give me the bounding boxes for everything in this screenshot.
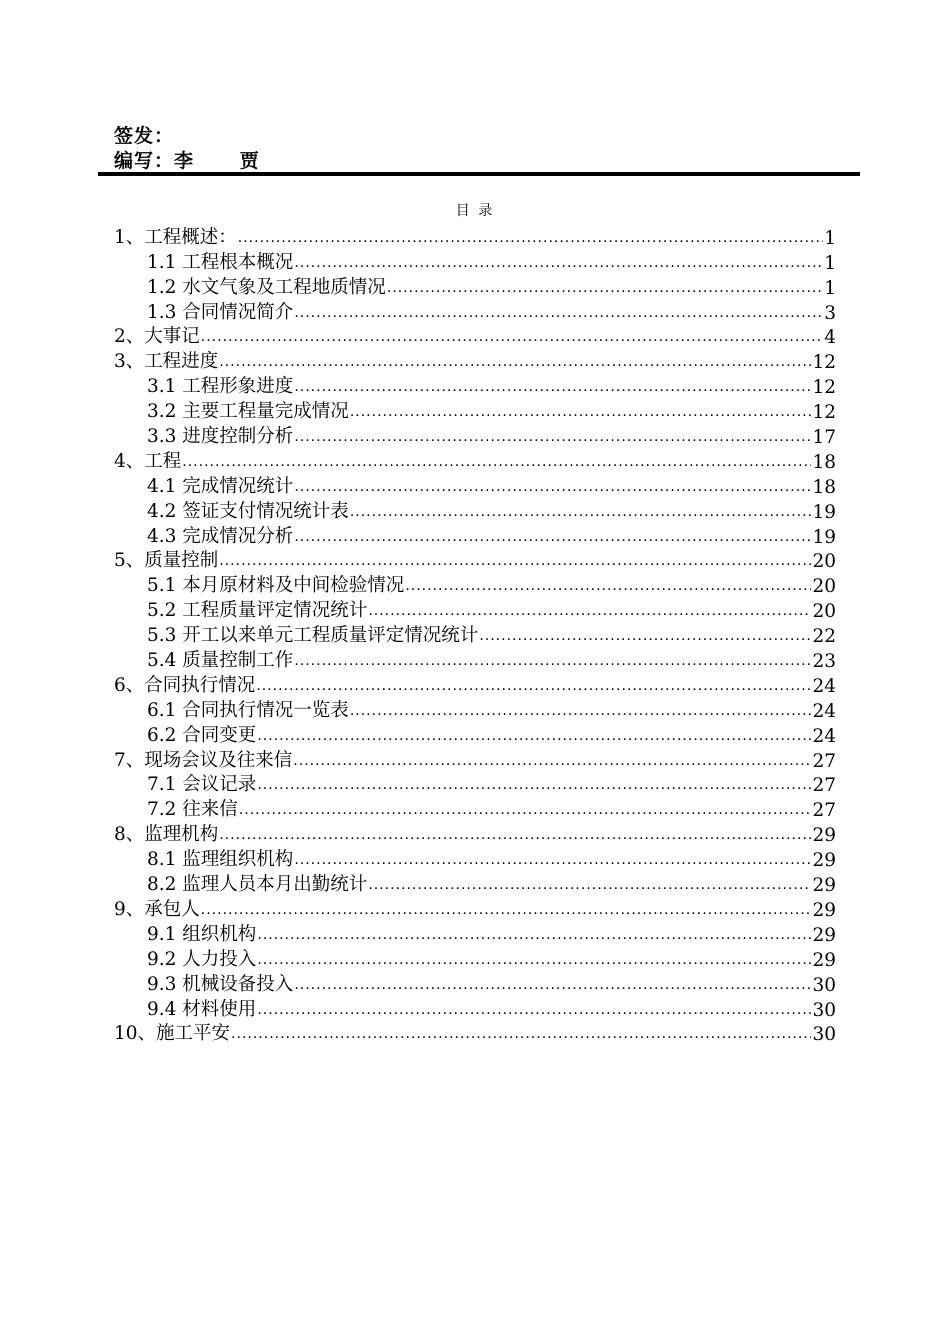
toc-leader-dots bbox=[219, 354, 811, 370]
toc-entry-page: 17 bbox=[812, 427, 836, 449]
toc-leader-dots bbox=[257, 952, 811, 968]
toc-entry-page: 22 bbox=[812, 626, 836, 648]
toc-entry-page: 27 bbox=[812, 775, 836, 797]
toc-entry[interactable] bbox=[114, 921, 836, 946]
toc-entry-page: 30 bbox=[812, 974, 836, 996]
toc-entry[interactable] bbox=[114, 697, 836, 722]
toc-entry[interactable] bbox=[114, 498, 836, 523]
toc-entry[interactable] bbox=[114, 672, 836, 697]
toc-entry[interactable] bbox=[114, 473, 836, 498]
toc-entry-page: 20 bbox=[812, 576, 836, 598]
toc-leader-dots bbox=[368, 877, 811, 893]
toc-entry-page: 24 bbox=[812, 700, 836, 722]
toc-entry-label: 7.1 会议记录 bbox=[147, 774, 257, 796]
toc-leader-dots bbox=[257, 1002, 811, 1018]
toc-title-text: 目 录 bbox=[455, 203, 495, 219]
toc-entry-label: 4、工程 bbox=[114, 450, 182, 472]
toc-entry-page: 27 bbox=[812, 800, 836, 822]
toc-entry-label: 9.3 机械设备投入 bbox=[147, 973, 294, 995]
toc-leader-dots bbox=[219, 827, 811, 843]
toc-entry-label: 6.2 合同变更 bbox=[147, 724, 257, 746]
header-divider bbox=[98, 172, 860, 176]
toc-entry[interactable] bbox=[114, 622, 836, 647]
toc-entry-page: 23 bbox=[812, 651, 836, 673]
toc-entry-label: 3、工程进度 bbox=[114, 351, 219, 373]
toc-entry[interactable] bbox=[114, 423, 836, 448]
toc-leader-dots bbox=[294, 977, 811, 993]
toc-entry[interactable] bbox=[114, 1021, 836, 1046]
toc-entry-page: 20 bbox=[812, 601, 836, 623]
toc-entry[interactable] bbox=[114, 249, 836, 274]
toc-leader-dots bbox=[257, 728, 811, 744]
toc-leader-dots bbox=[201, 329, 823, 345]
toc-leader-dots bbox=[294, 429, 811, 445]
toc-entry-page: 3 bbox=[824, 302, 836, 324]
toc-entry-label: 9、承包人 bbox=[114, 898, 200, 920]
toc-leader-dots bbox=[350, 404, 812, 420]
toc-entry-label: 6、合同执行情况 bbox=[114, 674, 256, 696]
toc-entry[interactable] bbox=[114, 373, 836, 398]
toc-leader-dots bbox=[219, 553, 811, 569]
toc-entry-label: 2、大事记 bbox=[114, 326, 200, 348]
toc-leader-dots bbox=[257, 927, 811, 943]
toc-entry-label: 7.2 往来信 bbox=[147, 799, 238, 821]
toc-leader-dots bbox=[350, 703, 812, 719]
toc-entry[interactable] bbox=[114, 274, 836, 299]
toc-entry[interactable] bbox=[114, 846, 836, 871]
toc-entry-page: 29 bbox=[812, 875, 836, 897]
toc-entry-label: 5.3 开工以来单元工程质量评定情况统计 bbox=[147, 625, 479, 647]
toc-leader-dots bbox=[294, 305, 823, 321]
toc-entry-page: 1 bbox=[824, 227, 836, 249]
toc-leader-dots bbox=[257, 777, 811, 793]
toc-entry-label: 8、监理机构 bbox=[114, 824, 219, 846]
toc-leader-dots bbox=[350, 504, 812, 520]
toc-leader-dots bbox=[256, 678, 811, 694]
toc-entry-label: 3.1 工程形象进度 bbox=[147, 376, 294, 398]
toc-entry[interactable] bbox=[114, 324, 836, 349]
toc-entry-label: 10、施工平安 bbox=[114, 1023, 231, 1045]
toc-entry-page: 29 bbox=[812, 899, 836, 921]
toc-entry-label: 7、现场会议及往来信 bbox=[114, 749, 293, 771]
toc-entry-page: 1 bbox=[824, 277, 836, 299]
toc-entry-page: 12 bbox=[812, 377, 836, 399]
toc-entry[interactable] bbox=[114, 871, 836, 896]
toc-entry-label: 1、工程概述： bbox=[114, 226, 237, 248]
toc-entry-page: 27 bbox=[812, 750, 836, 772]
toc-entry-page: 19 bbox=[812, 526, 836, 548]
toc-entry[interactable] bbox=[114, 747, 836, 772]
toc-entry-page: 4 bbox=[824, 327, 836, 349]
toc-entry[interactable] bbox=[114, 348, 836, 373]
toc-leader-dots bbox=[294, 852, 811, 868]
toc-entry-page: 30 bbox=[812, 999, 836, 1021]
toc-entry[interactable] bbox=[114, 224, 836, 249]
toc-entry-page: 12 bbox=[812, 402, 836, 424]
toc-entry-label: 9.4 材料使用 bbox=[147, 998, 257, 1020]
toc-leader-dots bbox=[238, 230, 823, 246]
toc-entry[interactable] bbox=[114, 448, 836, 473]
toc-entry-page: 20 bbox=[812, 551, 836, 573]
toc-leader-dots bbox=[294, 529, 811, 545]
toc-entry[interactable] bbox=[114, 572, 836, 597]
toc-entry-label: 6.1 合同执行情况一览表 bbox=[147, 699, 349, 721]
toc-entry-label: 3.2 主要工程量完成情况 bbox=[147, 401, 349, 423]
toc-entry-page: 19 bbox=[812, 501, 836, 523]
toc-leader-dots bbox=[405, 578, 811, 594]
toc-entry-page: 29 bbox=[812, 924, 836, 946]
toc-entry[interactable] bbox=[114, 597, 836, 622]
toc-entry-label: 8.2 监理人员本月出勤统计 bbox=[147, 874, 368, 896]
toc-entry-page: 24 bbox=[812, 675, 836, 697]
toc-entry[interactable] bbox=[114, 722, 836, 747]
toc-entry-label: 8.1 监理组织机构 bbox=[147, 849, 294, 871]
toc-leader-dots bbox=[293, 753, 811, 769]
toc-entry-label: 1.3 合同情况简介 bbox=[147, 301, 294, 323]
toc-entry-page: 29 bbox=[812, 825, 836, 847]
toc-entry-page: 30 bbox=[812, 1024, 836, 1046]
sign-label: 签发： bbox=[114, 125, 175, 147]
toc-entry-page: 18 bbox=[812, 451, 836, 473]
toc-entry-label: 4.1 完成情况统计 bbox=[147, 475, 294, 497]
toc-leader-dots bbox=[368, 603, 811, 619]
toc-leader-dots bbox=[239, 802, 812, 818]
signature-block bbox=[114, 124, 260, 174]
toc-entry-page: 24 bbox=[812, 725, 836, 747]
toc-entry-page: 1 bbox=[824, 252, 836, 274]
toc-leader-dots bbox=[182, 454, 811, 470]
toc-entry-label: 9.2 人力投入 bbox=[147, 948, 257, 970]
toc-entry[interactable] bbox=[114, 796, 836, 821]
toc-leader-dots bbox=[294, 255, 823, 271]
toc-entry-label: 1.1 工程根本概况 bbox=[147, 251, 294, 273]
toc-leader-dots bbox=[479, 628, 811, 644]
toc-entry-label: 5.4 质量控制工作 bbox=[147, 650, 294, 672]
toc-title bbox=[0, 201, 950, 221]
toc-entry-page: 29 bbox=[812, 850, 836, 872]
toc-entry[interactable] bbox=[114, 946, 836, 971]
toc-leader-dots bbox=[201, 902, 812, 918]
toc-entry[interactable] bbox=[114, 647, 836, 672]
toc-leader-dots bbox=[231, 1026, 811, 1042]
toc-entry[interactable] bbox=[114, 821, 836, 846]
toc-entry-label: 5、质量控制 bbox=[114, 550, 219, 572]
toc-leader-dots bbox=[294, 653, 811, 669]
toc-entry[interactable] bbox=[114, 398, 836, 423]
toc-entry-label: 5.1 本月原材料及中间检验情况 bbox=[147, 575, 405, 597]
toc-entry[interactable] bbox=[114, 996, 836, 1021]
toc-entry[interactable] bbox=[114, 523, 836, 548]
toc-entry[interactable] bbox=[114, 548, 836, 573]
toc-entry[interactable] bbox=[114, 971, 836, 996]
toc-entry-page: 29 bbox=[812, 949, 836, 971]
writer-line: 编写：李 贾 bbox=[114, 150, 260, 172]
toc-entry[interactable] bbox=[114, 299, 836, 324]
toc-entry-label: 5.2 工程质量评定情况统计 bbox=[147, 600, 368, 622]
toc-entry[interactable] bbox=[114, 772, 836, 797]
toc-leader-dots bbox=[294, 479, 811, 495]
toc-entry-page: 18 bbox=[812, 476, 836, 498]
toc-leader-dots bbox=[294, 379, 811, 395]
toc-entry-page: 12 bbox=[812, 352, 836, 374]
toc-entry[interactable] bbox=[114, 896, 836, 921]
toc-entry-label: 9.1 组织机构 bbox=[147, 923, 257, 945]
table-of-contents bbox=[114, 224, 836, 1045]
toc-entry-label: 4.2 签证支付情况统计表 bbox=[147, 500, 349, 522]
toc-entry-label: 1.2 水文气象及工程地质情况 bbox=[147, 276, 386, 298]
toc-leader-dots bbox=[387, 280, 823, 296]
toc-entry-label: 4.3 完成情况分析 bbox=[147, 525, 294, 547]
toc-entry-label: 3.3 进度控制分析 bbox=[147, 426, 294, 448]
